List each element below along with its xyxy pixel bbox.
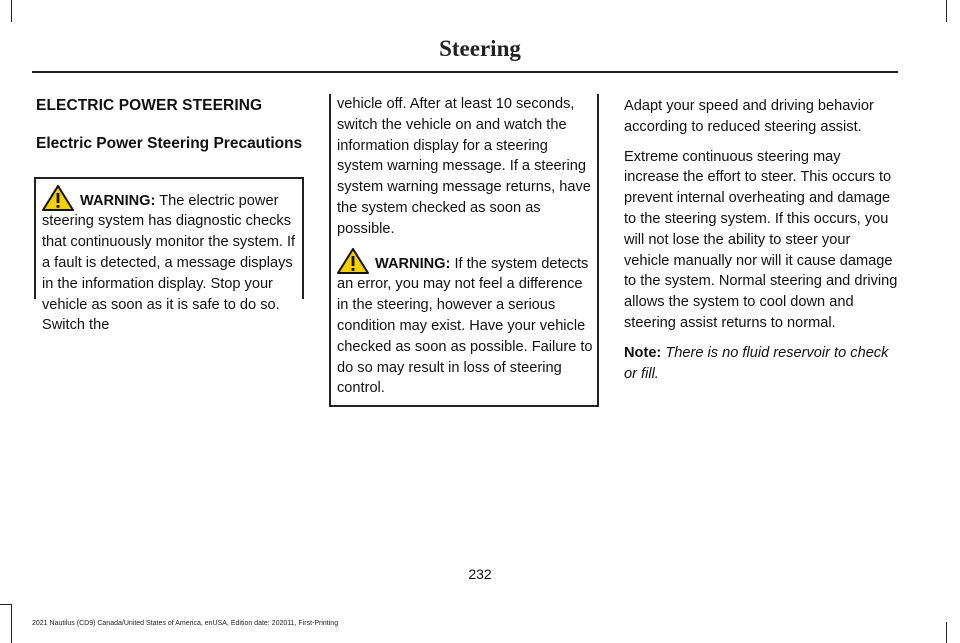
header-rule bbox=[32, 71, 898, 73]
note-label: Note: bbox=[624, 344, 662, 361]
crop-mark-bottom-right-v bbox=[946, 622, 947, 643]
warning-box-1-continued bbox=[329, 94, 599, 407]
paragraph-speed: Adapt your speed and driving behavior according to reduced steering assist. bbox=[624, 98, 874, 135]
crop-mark-top-left-v bbox=[11, 0, 12, 22]
warning-triangle-icon bbox=[337, 248, 369, 274]
column-2 bbox=[331, 96, 599, 407]
note-text: There is no fluid reservoir to check or fill. bbox=[624, 344, 889, 382]
column-1 bbox=[36, 96, 304, 334]
note bbox=[624, 343, 899, 385]
warning-continued-text: vehicle off. After at least 10 seconds, switch the vehicle on and watch the information display for a steering system warning message. If a steering system warning message returns, have the system checked as soon as possible. bbox=[337, 96, 591, 237]
page-title: Steering bbox=[439, 36, 521, 61]
section-title: ELECTRIC POWER STEERING bbox=[36, 97, 263, 114]
warning-text: The electric power steering system has diagnostic checks that continuously monitor the system. If a fault is detected, a message displays in the information display. Stop your vehicle as soon as it is safe to do so. Switch the bbox=[42, 192, 296, 334]
warning-triangle-icon bbox=[42, 185, 74, 211]
paragraph-continuous-steering: Extreme continuous steering may increase the effort to steer. This occurs to prevent internal overheating and damage to the steering system. If this occurs, you will not lose the ability to steer your vehicle manually nor will it cause damage to the system. Normal steering and driving allows the system to cool down and steering assist returns to normal. bbox=[624, 148, 898, 331]
column-3 bbox=[624, 96, 899, 393]
warning-text: If the system detects an error, you may not feel a difference in the steering, however a serious condition may exist. Have your vehicle checked as soon as possible. Failure to do so may result in loss of steering control. bbox=[337, 255, 593, 397]
crop-mark-bottom-left-v bbox=[11, 604, 12, 643]
warning-label: WARNING: bbox=[375, 255, 451, 272]
crop-mark-bottom-left-h bbox=[0, 604, 12, 605]
edition-footer: 2021 Nautilus (CD9) Canada/United States of America, enUSA, Edition date: 202011, First-Printing bbox=[32, 620, 339, 627]
subsection-title: Electric Power Steering Precautions bbox=[36, 134, 303, 152]
warning-label: WARNING: bbox=[80, 192, 156, 209]
warning-box-1 bbox=[34, 177, 304, 334]
page-number: 232 bbox=[468, 566, 492, 582]
crop-mark-top-right-v bbox=[946, 0, 947, 22]
